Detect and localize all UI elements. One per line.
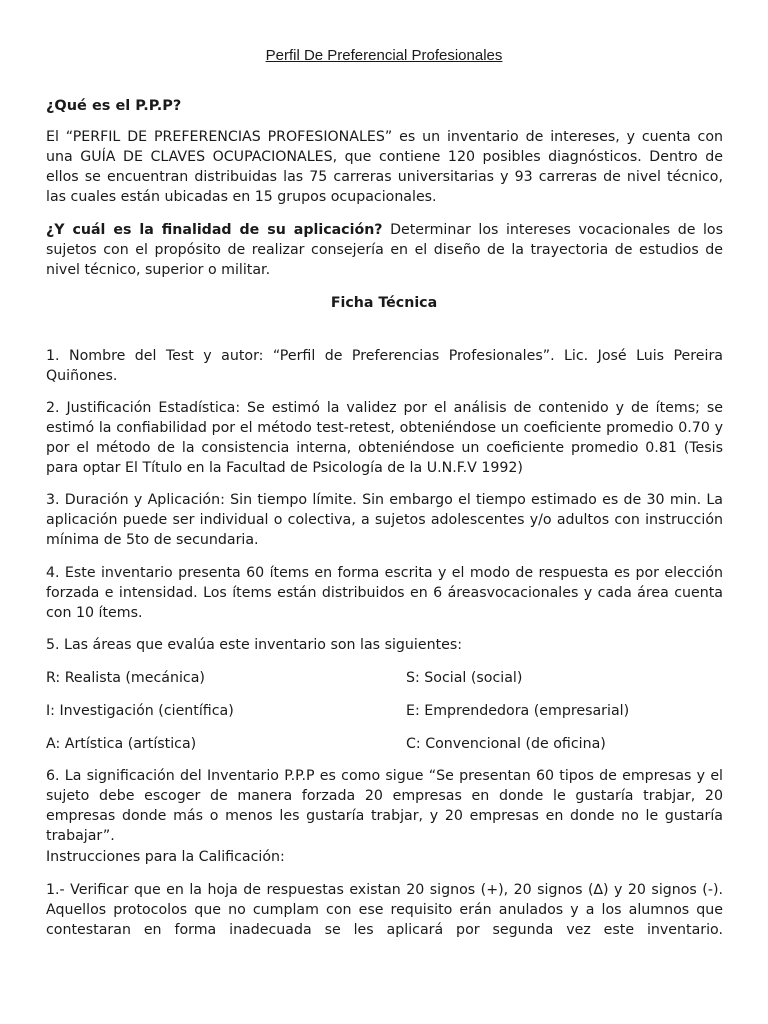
- area-i: I: Investigación (científica): [46, 703, 234, 719]
- item-4: 4. Este inventario presenta 60 ítems en forma escrita y el modo de respuesta es por elección forzada e intensidad. Los ítems están distribuidos en 6 áreasvocacionales y cada área cuenta con 10 ítems.: [46, 565, 723, 621]
- item-1: 1. Nombre del Test y autor: “Perfil de Preferencias Profesionales”. Lic. José Luis Pereira Quiñones.: [46, 348, 723, 384]
- q1-heading: ¿Qué es el P.P.P?: [46, 98, 182, 114]
- area-c: C: Convencional (de oficina): [406, 736, 606, 752]
- area-e: E: Emprendedora (empresarial): [406, 703, 630, 719]
- area-r: R: Realista (mecánica): [46, 670, 205, 686]
- document-title: Perfil De Preferencial Profesionales: [265, 47, 503, 64]
- item-5: 5. Las áreas que evalúa este inventario son las siguientes:: [46, 637, 463, 653]
- instruction-1: 1.- Verificar que en la hoja de respuestas existan 20 signos (+), 20 signos (∆) y 20 signos (-). Aquellos protocolos que no cumplam con ese requisito erán anulados y a los alumnos que contestaran en forma inadecuada se les aplicará por segunda vez este inventario.: [46, 882, 723, 938]
- area-s: S: Social (social): [406, 670, 523, 686]
- q1-paragraph: El “PERFIL DE PREFERENCIAS PROFESIONALES” es un inventario de intereses, y cuenta con una GUÍA DE CLAVES OCUPACIONALES, que contiene 120 posibles diagnósticos. Dentro de ellos se encuentran distribuidas las 75 carreras universitarias y 93 carreras de nivel técnico, las cuales están ubicadas en 15 grupos ocupacionales.: [46, 129, 723, 205]
- area-a: A: Artística (artística): [46, 736, 197, 752]
- item-6: 6. La significación del Inventario P.P.P es como sigue “Se presentan 60 tipos de empresas y el sujeto debe escoger de manera forzada 20 empresas en donde le gustaría trabjar, 20 empresas donde más o menos les gustaría trabjar, y 20 empresas en donde no le gustaría trabajar”.: [46, 768, 723, 844]
- q2-paragraph: [46, 220, 723, 280]
- instructions-heading: Instrucciones para la Calificación:: [46, 849, 285, 865]
- item-2: 2. Justificación Estadística: Se estimó la validez por el análisis de contenido y de ítems; se estimó la confiabilidad por el método test-retest, obteniéndose un coeficiente promedio 0.70 y por el método de la consistencia interna, obteniéndose un coeficiente promedio 0.81 (Tesis para optar El Título en la Facultad de Psicología de la U.N.F.V 1992): [46, 400, 723, 476]
- ficha-heading: Ficha Técnica: [330, 295, 438, 311]
- item-3: 3. Duración y Aplicación: Sin tiempo límite. Sin embargo el tiempo estimado es de 30 min. La aplicación puede ser individual o colectiva, a sujetos adolescentes y/o adultos con instrucción mínima de 5to de secundaria.: [46, 492, 723, 548]
- q2-body: Determinar los intereses vocacionales de los sujetos con el propósito de realizar consejería en el diseño de la trayectoria de estudios de nivel técnico, superior o militar.: [46, 222, 723, 278]
- q2-heading: ¿Y cuál es la finalidad de su aplicación?: [46, 222, 383, 238]
